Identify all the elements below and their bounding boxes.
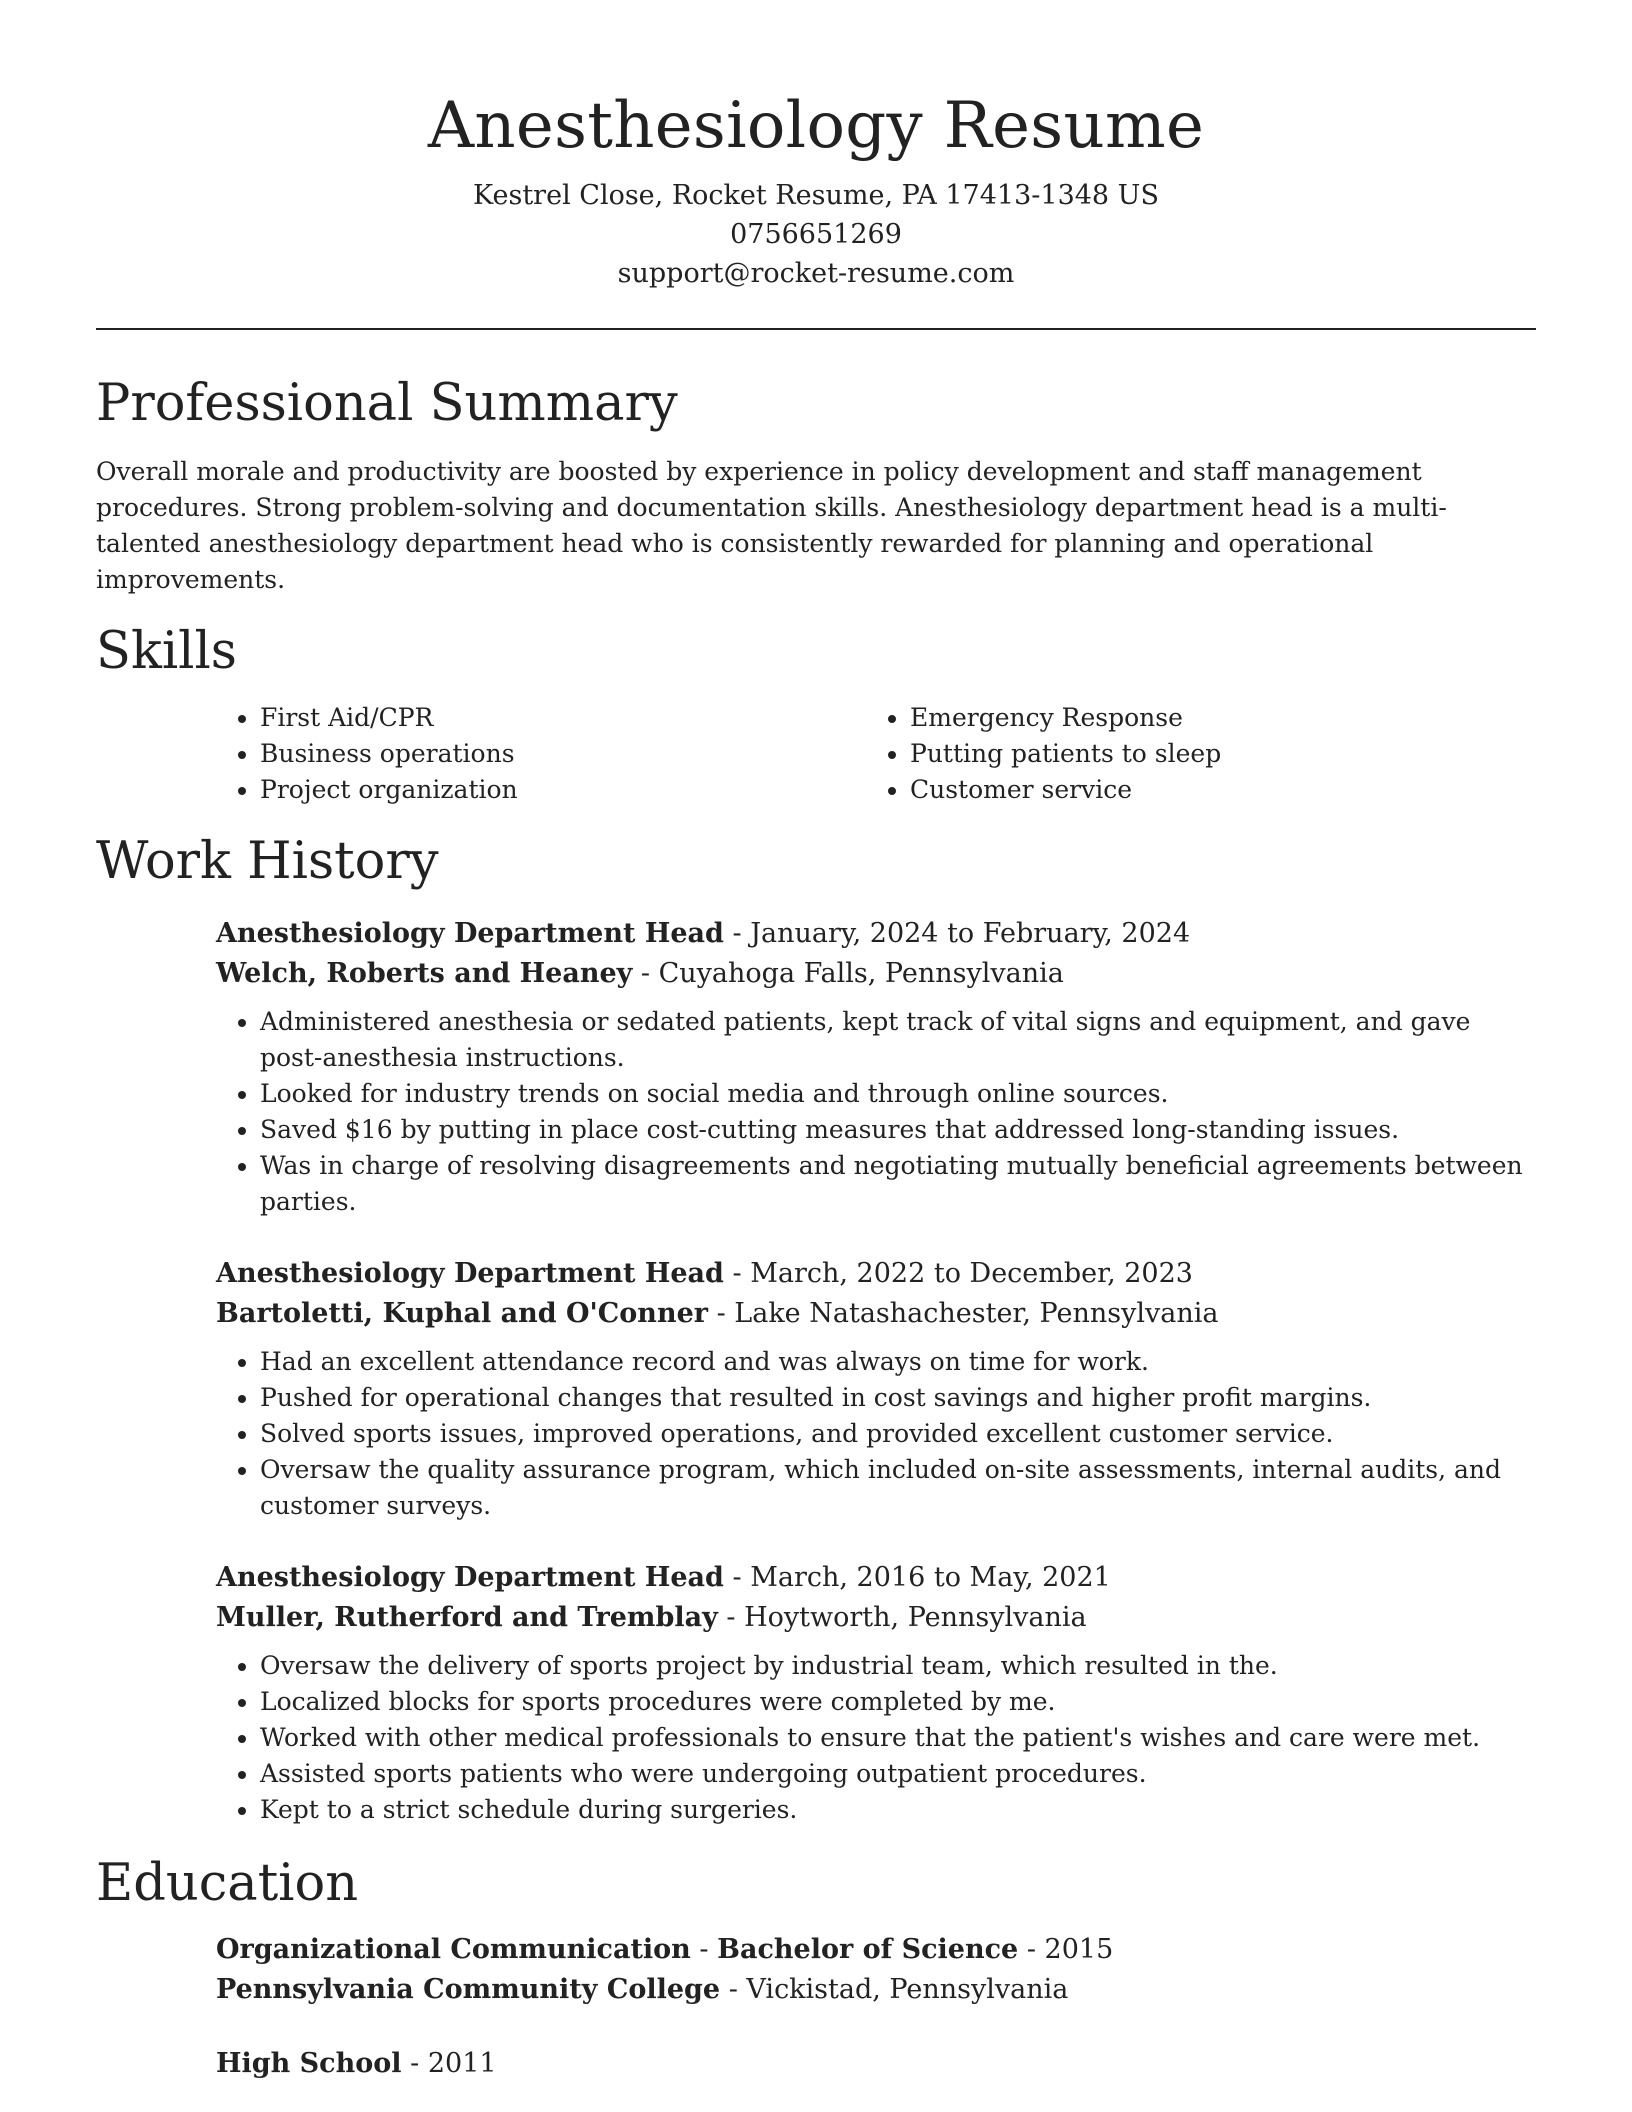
separator: -	[728, 1974, 747, 2005]
job-dates: January, 2024 to February, 2024	[750, 918, 1191, 949]
job-bullet: • Assisted sports patients who were undergoing outpatient procedures.	[260, 1756, 1536, 1792]
education-school-line	[216, 1970, 1536, 2010]
skill-item: • Business operations	[260, 736, 866, 772]
separator: -	[410, 2048, 428, 2079]
resume-title: Anesthesiology Resume	[427, 89, 1205, 163]
job-role: Anesthesiology Department Head	[216, 918, 724, 949]
summary-text: Overall morale and productivity are boosted by experience in policy development and staff management procedures. Strong problem-solving and documentation skills. Anesthesiology department head is a multi-talented anesthesiology department head who is consistently rewarded for planning and operational improvements.	[96, 457, 1447, 594]
resume-page	[96, 0, 1536, 2084]
education-location: Vickistad, Pennsylvania	[746, 1974, 1069, 2005]
skills-column-right	[866, 700, 1510, 808]
separator: -	[732, 918, 751, 949]
job-company-line	[216, 1598, 1536, 1638]
job-bullet: • Kept to a strict schedule during surgeries.	[260, 1792, 1536, 1828]
skill-item: • First Aid/CPR	[260, 700, 866, 736]
job-bullet: • Oversaw the delivery of sports project by industrial team, which resulted in the.	[260, 1648, 1536, 1684]
job-company-line	[216, 1294, 1536, 1334]
separator: -	[726, 1602, 745, 1633]
job-entry	[216, 1254, 1536, 1524]
contact-info	[96, 176, 1536, 293]
job-dates: March, 2022 to December, 2023	[750, 1258, 1193, 1289]
contact-address: Kestrel Close, Rocket Resume, PA 17413-1348 US	[473, 180, 1159, 211]
job-bullet: • Saved $16 by putting in place cost-cutting measures that addressed long-standing issues.	[260, 1112, 1536, 1148]
skill-item: • Project organization	[260, 772, 866, 808]
job-role: Anesthesiology Department Head	[216, 1258, 724, 1289]
job-entry	[216, 914, 1536, 1220]
work-history-heading: Work History	[96, 832, 439, 891]
skills-list	[216, 700, 1536, 808]
job-bullets	[216, 1344, 1536, 1524]
separator: -	[640, 958, 659, 989]
job-bullet: • Worked with other medical professionals to ensure that the patient's wishes and care were met.	[260, 1720, 1536, 1756]
job-role-line	[216, 1254, 1536, 1294]
job-bullets	[216, 1648, 1536, 1828]
skills-heading: Skills	[96, 622, 237, 681]
job-bullet: • Looked for industry trends on social media and through online sources.	[260, 1076, 1536, 1112]
job-location: Cuyahoga Falls, Pennsylvania	[658, 958, 1064, 989]
job-company-line	[216, 954, 1536, 994]
skill-item: • Customer service	[910, 772, 1510, 808]
job-role-line	[216, 914, 1536, 954]
job-bullet: • Pushed for operational changes that resulted in cost savings and higher profit margins.	[260, 1380, 1536, 1416]
summary-heading: Professional Summary	[96, 374, 678, 433]
contact-email[interactable]: support@rocket-resume.com	[617, 258, 1015, 289]
education-entry	[216, 2044, 1536, 2084]
education-entry	[216, 1930, 1536, 2010]
education-major: Organizational Communication	[216, 1934, 691, 1965]
job-company: Muller, Rutherford and Tremblay	[216, 1602, 718, 1633]
education-major: High School	[216, 2048, 402, 2079]
job-bullet: • Oversaw the quality assurance program, which included on-site assessments, internal audits, and customer surveys.	[260, 1452, 1536, 1524]
job-bullet: • Had an excellent attendance record and was always on time for work.	[260, 1344, 1536, 1380]
job-location: Lake Natashachester, Pennsylvania	[734, 1298, 1219, 1329]
contact-phone: 0756651269	[730, 219, 902, 250]
separator: -	[732, 1258, 751, 1289]
separator: -	[732, 1562, 751, 1593]
job-location: Hoytworth, Pennsylvania	[744, 1602, 1087, 1633]
education-degree-line	[216, 1930, 1536, 1970]
skill-item: • Emergency Response	[910, 700, 1510, 736]
resume-header	[96, 0, 1536, 293]
job-bullet: • Was in charge of resolving disagreements and negotiating mutually beneficial agreements between parties.	[260, 1148, 1536, 1220]
job-role: Anesthesiology Department Head	[216, 1562, 724, 1593]
skill-item: • Putting patients to sleep	[910, 736, 1510, 772]
separator: -	[1026, 1934, 1045, 1965]
separator: -	[716, 1298, 735, 1329]
job-dates: March, 2016 to May, 2021	[750, 1562, 1111, 1593]
skills-column-left	[216, 700, 866, 808]
header-divider	[96, 328, 1536, 330]
education-degree: Bachelor of Science	[717, 1934, 1019, 1965]
separator: -	[699, 1934, 718, 1965]
education-school: Pennsylvania Community College	[216, 1974, 721, 2005]
education-year: 2011	[427, 2048, 497, 2079]
education-degree-line	[216, 2044, 1536, 2084]
job-entry	[216, 1558, 1536, 1828]
job-role-line	[216, 1558, 1536, 1598]
job-company: Welch, Roberts and Heaney	[216, 958, 633, 989]
education-heading: Education	[96, 1854, 359, 1913]
education-year: 2015	[1044, 1934, 1114, 1965]
job-company: Bartoletti, Kuphal and O'Conner	[216, 1298, 708, 1329]
job-bullet: • Solved sports issues, improved operations, and provided excellent customer service.	[260, 1416, 1536, 1452]
job-bullets	[216, 1004, 1536, 1220]
job-bullet: • Localized blocks for sports procedures were completed by me.	[260, 1684, 1536, 1720]
job-bullet: • Administered anesthesia or sedated patients, kept track of vital signs and equipment, and gave post-anesthesia instructions.	[260, 1004, 1536, 1076]
